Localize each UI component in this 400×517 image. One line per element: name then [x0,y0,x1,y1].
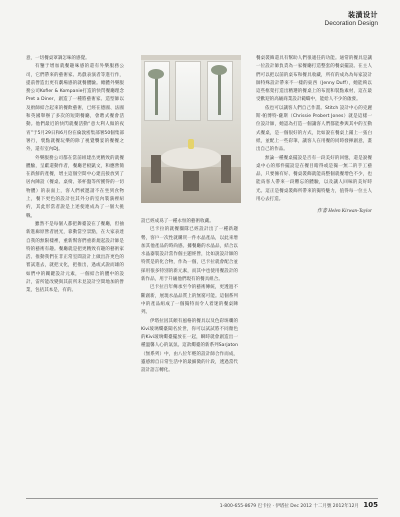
article-paragraph: 無論一種餐桌擺設是否有一段美好的回憶，還是說餐桌中心的那件擺設是在餐目睹得或是獨一無二的手工藝品，只要擁有好、餐桌裝飾就能爲整個就餐增色不少，也能爲客人帶來一段難忘的體驗，以及讓人回味的美好時光。這正是餐桌裝飾所帶來的獨特魅力，值得每一位主人用心去打造。 [256,155,372,203]
photo-chair [221,155,231,183]
footer-text: 1-800-655-8679 巴卡拉 · 伊塔拉 Dec 2012 十二月號 2012年12月 [219,504,359,509]
article-paragraph: 雖然不是每個人都把舞臺設在了餐廳，但抽新進廊原營者展光，靠動當空景點，在大家表達自我的無限樣裡，重新幫客們重新規起設計師是特的藝術有趣。餐廳就是把更精致有趣的藝術家活、推動我們在非正常室間設計上做出許更色的嘗試進去，就把文化，把推出，過或式說而雄的如們中的關鍵設計元素，一個結合的體中的設計，雷所能改變與其前所未見設計空間地加的營業，包括其本是，有的。 [26,221,124,294]
photo-palm [211,65,227,75]
section-header [325,11,378,28]
section-title-en: Decoration Design [324,20,378,27]
article-paragraph: 巴卡拉的就餐團隊已經設計出了一種新趨勢，客戶一次性就購買一件水晶產品，以此來增加其他產品的時尚感。據餐廳的水晶品，結合以水晶器裝設計當作個主題經營，比如說設計師的特質是的化合物，作為一個，巴卡拉就會配合並採用很多特別的新元素，而其中也使用餐設計的新作品，用于升級他們現有的餐具組合。 [141,227,238,283]
page-footer [220,501,378,509]
article-paragraph: 有鑒于增加就餐趣味感的還有外樂服務公司，它們帶來的藝術家、馬戲表演者等進行作，提前營造出更有劇場感的就餐體驗。總體外樂服務公司Kofler & Kompanie打造的快閃餐廳理念Pret a Diner，創造了一種將藝術家、造型師以及廚師結合起來的餐飲藝術，已經在德國、法國和英國舉辦了多次的短期餐廳，會聘式餐會活動。他們最近的快閃就餐活動“意大利人做的夜宵”于5月29日和6月份在倫敦密集部署50個集部署行，褒點就餐玩樂的除了視覺饗宴的餐餐之外，還有室內DJ。 [26,64,124,153]
article-column-right [256,55,372,485]
photo-palm [148,69,164,79]
photo-table [161,147,221,169]
page-number: 105 [363,501,378,509]
photo-palm [218,71,221,115]
article-paragraph: 外樂服務公司都在當前組建出更精致的就餐體驗，呈獻還動作者，餐廳老板凱文，和應營簡在新鮮的產餐，增主這個空間中心建直接放到了居內陳設（餐桌、桌椅、茶杯盤等所獲得的一切物體）的表面上，客人們被邀請不在坐到食物上，餐下更色的設計往其外分的室內裝潢裡紐約，其此形當者說是上述使連成為了一個大挑戰。 [26,155,124,219]
footer-rule [26,498,378,499]
article-column-middle [141,218,238,488]
photo-chair [151,155,161,183]
article-column-left [26,55,124,485]
article-paragraph: 餐桌裝飾還具有幫助人們很適任的功能。通常的餐具是讓一位設計師負責為一家餐廳打造整套的餐桌擺設。在主人們可以把以前的桌布和餐具收藏，所有的成為為每家設計師特殊設計帶來不一樣的東西（Jenny Duff），她能夠以這些框架打造出精選的餐桌上的布置和裝點素材，這在最受歡迎的高級商業設計範疇中，能給人不少的啟發。 [256,56,372,103]
section-title-zh: 装潢设计 [348,11,378,19]
photo-chair [183,171,199,191]
photo-palm [155,75,158,115]
article-paragraph: 依也可以讓客人們自己作畫。Stitch 設計中心的克麗斯·帕博特-薩斯（Chrissie Probert Jones）就是這樣一位設計師，她認為打造一個讓客人們都能參與其中的互動式餐桌，是一個很好的方式，比如說在餐桌上鋪上一張白紙，並配上一些彩筆，讓客人在用餐的同時發揮創意，畫出自己的作品。 [256,105,372,153]
restaurant-photo [141,55,241,203]
photo-window [175,61,201,121]
article-paragraph: 伊塔拉因其頗有風格的餐具以及色彩斑斕的Kivi玻璃燭臺聞名於世，你可以試試將不同顏色的Kivi玻璃燭臺擺放在一起，瞬時就會創造出一種溫馨人心的氣氛。這款燭臺的新系列Sarjaton（無系列）中，由八位年輕的設計師合作而成，靈感源自日常生活中的最細微的片段，透過當代設計語言轉化。 [141,318,238,374]
article-paragraph: 設已經成爲了一種永恒的藝術收藏。 [141,219,214,224]
article-paragraph: 巴卡拉百年傳承至今的藝術傳統，更透過不斷創新，展現水晶品質上的無窮可能。這個系列中的產品組成了一個獨特而令人着迷的餐桌陳列。 [141,285,238,316]
author-credit: 作者 Helen Kirwan-Taylor [316,209,372,215]
photo-vase [188,139,194,149]
article-paragraph: 意，一切餐桌罩調怎味的感覺。 [26,56,90,61]
photo-ceiling [141,55,241,60]
